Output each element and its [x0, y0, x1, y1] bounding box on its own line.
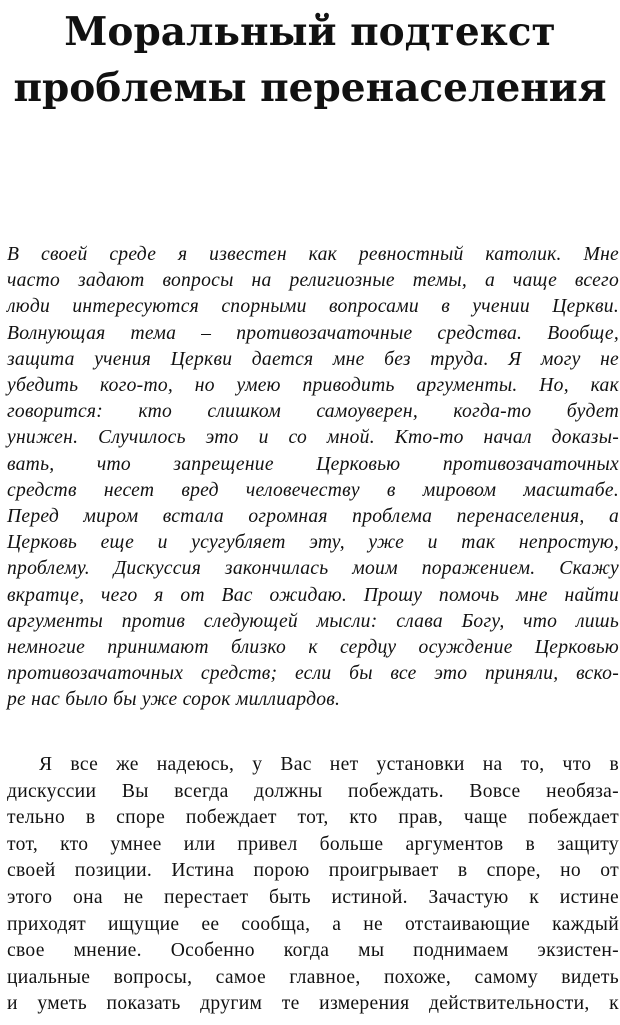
reply-line: Я все же надеюсь, у Вас нет установки на то, что в [39, 754, 619, 775]
letter-line: немногие принимают близко к сердцу осуждение Церковью [7, 637, 619, 659]
reply-line: свое мнение. Особенно когда мы поднимаем экзистен- [7, 940, 619, 962]
letter-line: аргументы против следующей мысли: слава Богу, что лишь [7, 610, 619, 632]
author-reply [7, 752, 619, 1018]
letter-line: убедить кого-то, но умею приводить аргументы. Но, как [7, 375, 619, 397]
chapter-title [0, 4, 620, 116]
letter-line: Волнующая тема – противозачаточные средства. Вообще, [7, 322, 619, 344]
chapter-title-line: Моральный подтекст [64, 9, 556, 55]
reader-letter [7, 242, 619, 714]
letter-line: В своей среде я известен как ревностный католик. Мне [7, 244, 619, 265]
letter-line: защита учения Церкви дается мне без труда. Я могу не [7, 348, 619, 370]
letter-line: вкратце, чего я от Вас ожидаю. Прошу помочь мне найти [7, 584, 619, 606]
letter-line: люди интересуются спорными вопросами в учении Церкви. [7, 296, 619, 318]
letter-line: унижен. Случилось это и со мной. Кто-то начал доказы- [7, 427, 619, 449]
reply-line: приходят ищущие ее сообща, а не отстаивающие каждый [7, 913, 619, 935]
reply-line: тот, кто умнее или привел больше аргументов в защиту [7, 833, 619, 855]
reply-line: своей позиции. Истина порою проигрывает в споре, но от [7, 860, 619, 882]
reply-line: циальные вопросы, самое главное, похоже, самому видеть [7, 966, 619, 988]
letter-line: средств несет вред человечеству в мировом масштабе. [7, 479, 619, 501]
letter-line: вать, что запрещение Церковью противозачаточных [7, 453, 619, 475]
letter-line: ре нас было бы уже сорок миллиардов. [7, 689, 341, 711]
reply-line: и уметь показать другим те измерения действительности, к [7, 993, 619, 1015]
letter-line: проблему. Дискуссия закончилась моим поражением. Скажу [7, 558, 619, 580]
chapter-title-line: проблемы перенаселения [13, 65, 607, 111]
letter-line: противозачаточных средств; если бы все это приняли, вско- [7, 663, 619, 685]
reply-line: тельно в споре побеждает тот, кто прав, чаще побеждает [7, 807, 619, 829]
letter-line: говорится: кто слишком самоуверен, когда-то будет [7, 401, 619, 423]
reply-line: этого она не перестает быть истиной. Зачастую к истине [7, 886, 619, 908]
letter-line: Перед миром встала огромная проблема перенаселения, а [7, 506, 619, 528]
reply-line: дискуссии Вы всегда должны побеждать. Вовсе необяза- [7, 780, 619, 802]
letter-line: часто задают вопросы на религиозные темы, а чаще всего [7, 270, 619, 292]
letter-line: Церковь еще и усугубляет эту, уже и так непростую, [7, 532, 619, 554]
